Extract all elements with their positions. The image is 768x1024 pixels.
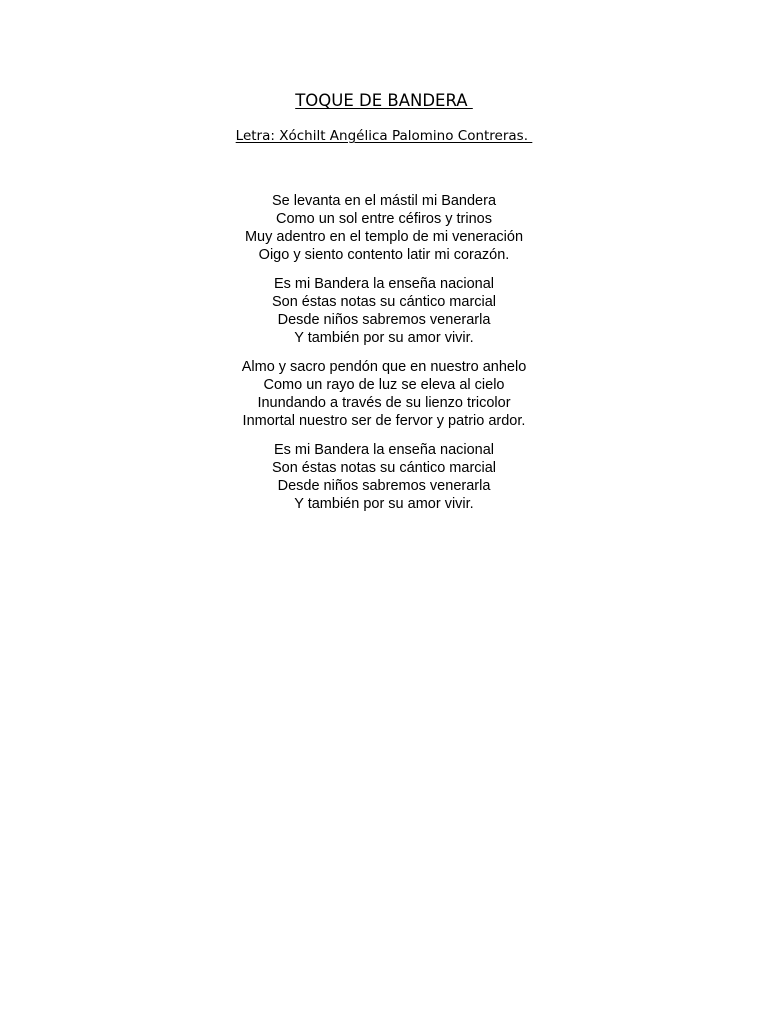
poem-line: Desde niños sabremos venerarla: [277, 478, 491, 494]
poem-line: Es mi Bandera la enseña nacional: [273, 442, 495, 458]
poem-line: Muy adentro en el templo de mi veneración: [244, 229, 524, 245]
poem-line: Inundando a través de su lienzo tricolor: [257, 395, 511, 411]
stanza-2: [0, 275, 768, 347]
poem-body: [0, 192, 768, 524]
stanza-1: [0, 192, 768, 264]
document-title: TOQUE DE BANDERA: [295, 91, 473, 110]
poem-line: Son éstas notas su cántico marcial: [271, 460, 497, 476]
poem-line: Se levanta en el mástil mi Bandera: [271, 193, 497, 209]
poem-line: Como un sol entre céfiros y trinos: [276, 211, 492, 227]
poem-line: Desde niños sabremos venerarla: [277, 312, 491, 328]
poem-line: Almo y sacro pendón que en nuestro anhelo: [241, 359, 527, 375]
poem-line: Y también por su amor vivir.: [294, 496, 474, 512]
poem-line: Son éstas notas su cántico marcial: [271, 294, 497, 310]
stanza-3: [0, 358, 768, 430]
lyrics-author: Letra: Xóchilt Angélica Palomino Contreras.: [235, 128, 533, 144]
poem-line: Oigo y siento contento latir mi corazón.: [258, 247, 510, 263]
stanza-4: [0, 441, 768, 513]
poem-line: Y también por su amor vivir.: [294, 330, 474, 346]
poem-line: Es mi Bandera la enseña nacional: [273, 276, 495, 292]
poem-line: Inmortal nuestro ser de fervor y patrio ardor.: [242, 413, 526, 429]
poem-line: Como un rayo de luz se eleva al cielo: [263, 377, 505, 393]
